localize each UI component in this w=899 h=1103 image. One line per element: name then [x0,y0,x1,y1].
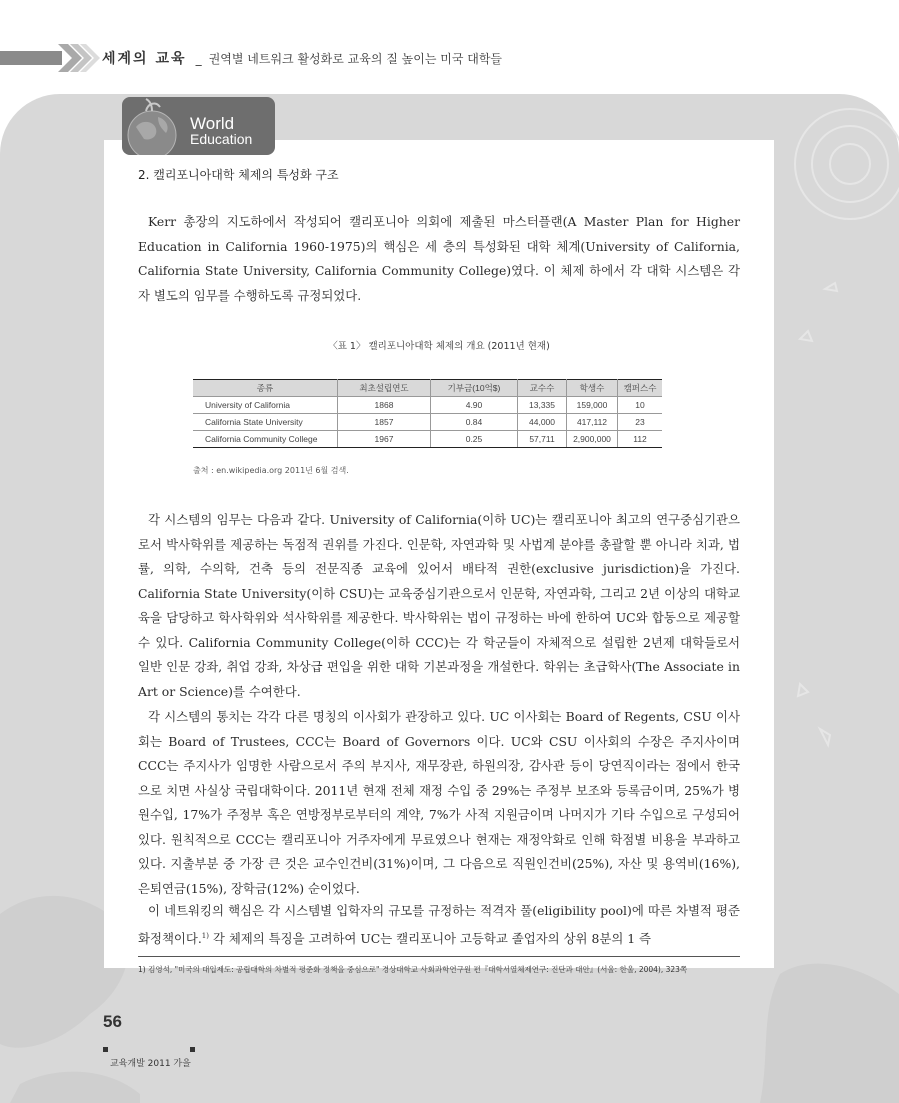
cell-students: 2,900,000 [567,431,618,448]
world-education-badge [122,97,275,155]
chevron-arrows-icon [58,44,102,72]
cell-students: 159,000 [567,397,618,414]
header-title: 권역별 네트워크 활성화로 교육의 질 높이는 미국 대학들 [208,52,503,66]
table-header-row [193,380,662,397]
cell-founded: 1857 [338,414,431,431]
section-title: 2. 캘리포니아대학 체제의 특성화 구조 [138,168,339,182]
cell-endowment: 0.25 [431,431,518,448]
table-row [193,431,662,448]
footnote-divider [138,956,740,957]
magazine-issue: 교육개발 2011 가을 [110,1059,191,1069]
col-header-founded: 최초설립연도 [338,380,431,397]
systems-table [193,379,662,448]
col-header-endowment: 기부금(10억$) [431,380,518,397]
table-caption: 〈표 1〉 캘리포니아대학 체제의 개요 (2011년 현재) [328,341,550,352]
paragraph-2: 각 시스템의 임무는 다음과 같다. University of California(이하 UC)는 캘리포니아 최고의 연구중심기관으로서 박사학위를 제공하는 독점적 권위를 가진다. 인문학, 자연과학 및 사법계 분야를 총괄할 뿐 아니라 치과, 법률, 의학, 수의학, 건축 등의 전문직종 교육에 있어서 배타적 권한(exclusive jurisdiction)을 가진다. California State University(이하 CSU)는 교육중심기관으로서 인문학, 자연과학, 그리고 2년 이상의 대학교육을 담당하고 학사학위와 석사학위를 제공한다. 박사학위는 법이 규정하는 바에 한하여 UC와 합동으로 제공할 수 있다. California Community College(이하 CCC)는 각 학군들이 자체적으로 설립한 2년제 대학들로서 일반 인문 강좌, 취업 강좌, 차상급 편입을 위한 대학 기본과정을 개설한다. 학위는 초급학사(The Associate in Art or Science)를 수여한다. [138,512,740,699]
cell-faculty: 13,335 [518,397,567,414]
col-header-students: 학생수 [567,380,618,397]
cell-type: California State University [193,414,338,431]
cell-campuses: 10 [618,397,663,414]
cell-campuses: 23 [618,414,663,431]
col-header-type: 종류 [193,380,338,397]
cell-students: 417,112 [567,414,618,431]
page-number: 56 [103,1012,122,1031]
running-header [0,40,899,76]
footer-square-icon [190,1047,195,1052]
cell-campuses: 112 [618,431,663,448]
badge-education: Education [190,131,253,147]
badge-world: World [190,114,235,133]
cell-type: University of California [193,397,338,414]
cell-founded: 1967 [338,431,431,448]
col-header-faculty: 교수수 [518,380,567,397]
table-source: 출처 : en.wikipedia.org 2011년 6월 검색. [193,466,349,475]
header-section: 세계의 교육 [102,51,187,67]
cell-faculty: 57,711 [518,431,567,448]
paragraph-1: Kerr 총장의 지도하에서 작성되어 캘리포니아 의회에 제출된 마스터플랜(A Master Plan for Higher Education in California 1960-1975)의 핵심은 세 층의 특성화된 대학 체계(University of California, California State University, California Community College)였다. 이 체제 하에서 각 대학 시스템은 각자 별도의 임무를 수행하도록 규정되었다. [138,214,740,303]
footnote-reference[interactable]: 1) [201,931,209,940]
header-separator: _ [195,52,202,66]
footnote: 1) 김영석, "미국의 대입제도: 공립대학의 차별적 평준화 정책을 중심으로" 경상대학교 사회과학연구원 편『대학서열체제연구: 진단과 대안』(서울: 한울, 2004), 323쪽 [138,965,688,974]
paragraph-4-rest: 각 체제의 특징을 고려하여 UC는 캘리포니아 고등학교 졸업자의 상위 8분의 1 즉 [208,930,652,946]
cell-endowment: 0.84 [431,414,518,431]
cell-founded: 1868 [338,397,431,414]
paragraph-4-main: 이 네트워킹의 핵심은 각 시스템별 입학자의 규모를 규정하는 적격자 풀(eligibility pool)에 따른 차별적 평준화정책이다. [138,903,740,946]
cell-faculty: 44,000 [518,414,567,431]
cell-endowment: 4.90 [431,397,518,414]
table-row [193,414,662,431]
footer-square-icon [103,1047,108,1052]
paragraph-4 [138,899,740,951]
cell-type: California Community College [193,431,338,448]
paragraph-3: 각 시스템의 통치는 각각 다른 명칭의 이사회가 관장하고 있다. UC 이사회는 Board of Regents, CSU 이사회는 Board of Trustees, CCC는 Board of Governors 이다. UC와 CSU 이사회의 수장은 주지사이며 CCC는 주지사가 임명한 사람으로서 주의 부지사, 재무장관, 하원의장, 감사관 등이 당연직이라는 점에서 한국으로 치면 사실상 국립대학이다. 2011년 현재 전체 재정 수입 중 29%는 주정부 보조와 등록금이며, 25%가 병원수입, 17%가 주정부 혹은 연방정부로부터의 계약, 7%가 사적 지원금이며 나머지가 기타 수입으로 구성되어 있다. 원칙적으로 CCC는 캘리포니아 거주자에게 무료였으나 현재는 재정악화로 인해 학점별 비용을 부과하고 있다. 지출부분 중 가장 큰 것은 교수인건비(31%)이며, 그 다음으로 직원인건비(25%), 자산 및 용역비(16%), 은퇴연금(15%), 장학금(12%) 순이었다. [138,709,740,896]
header-band [0,51,62,65]
table-row [193,397,662,414]
col-header-campuses: 캠퍼스수 [618,380,663,397]
